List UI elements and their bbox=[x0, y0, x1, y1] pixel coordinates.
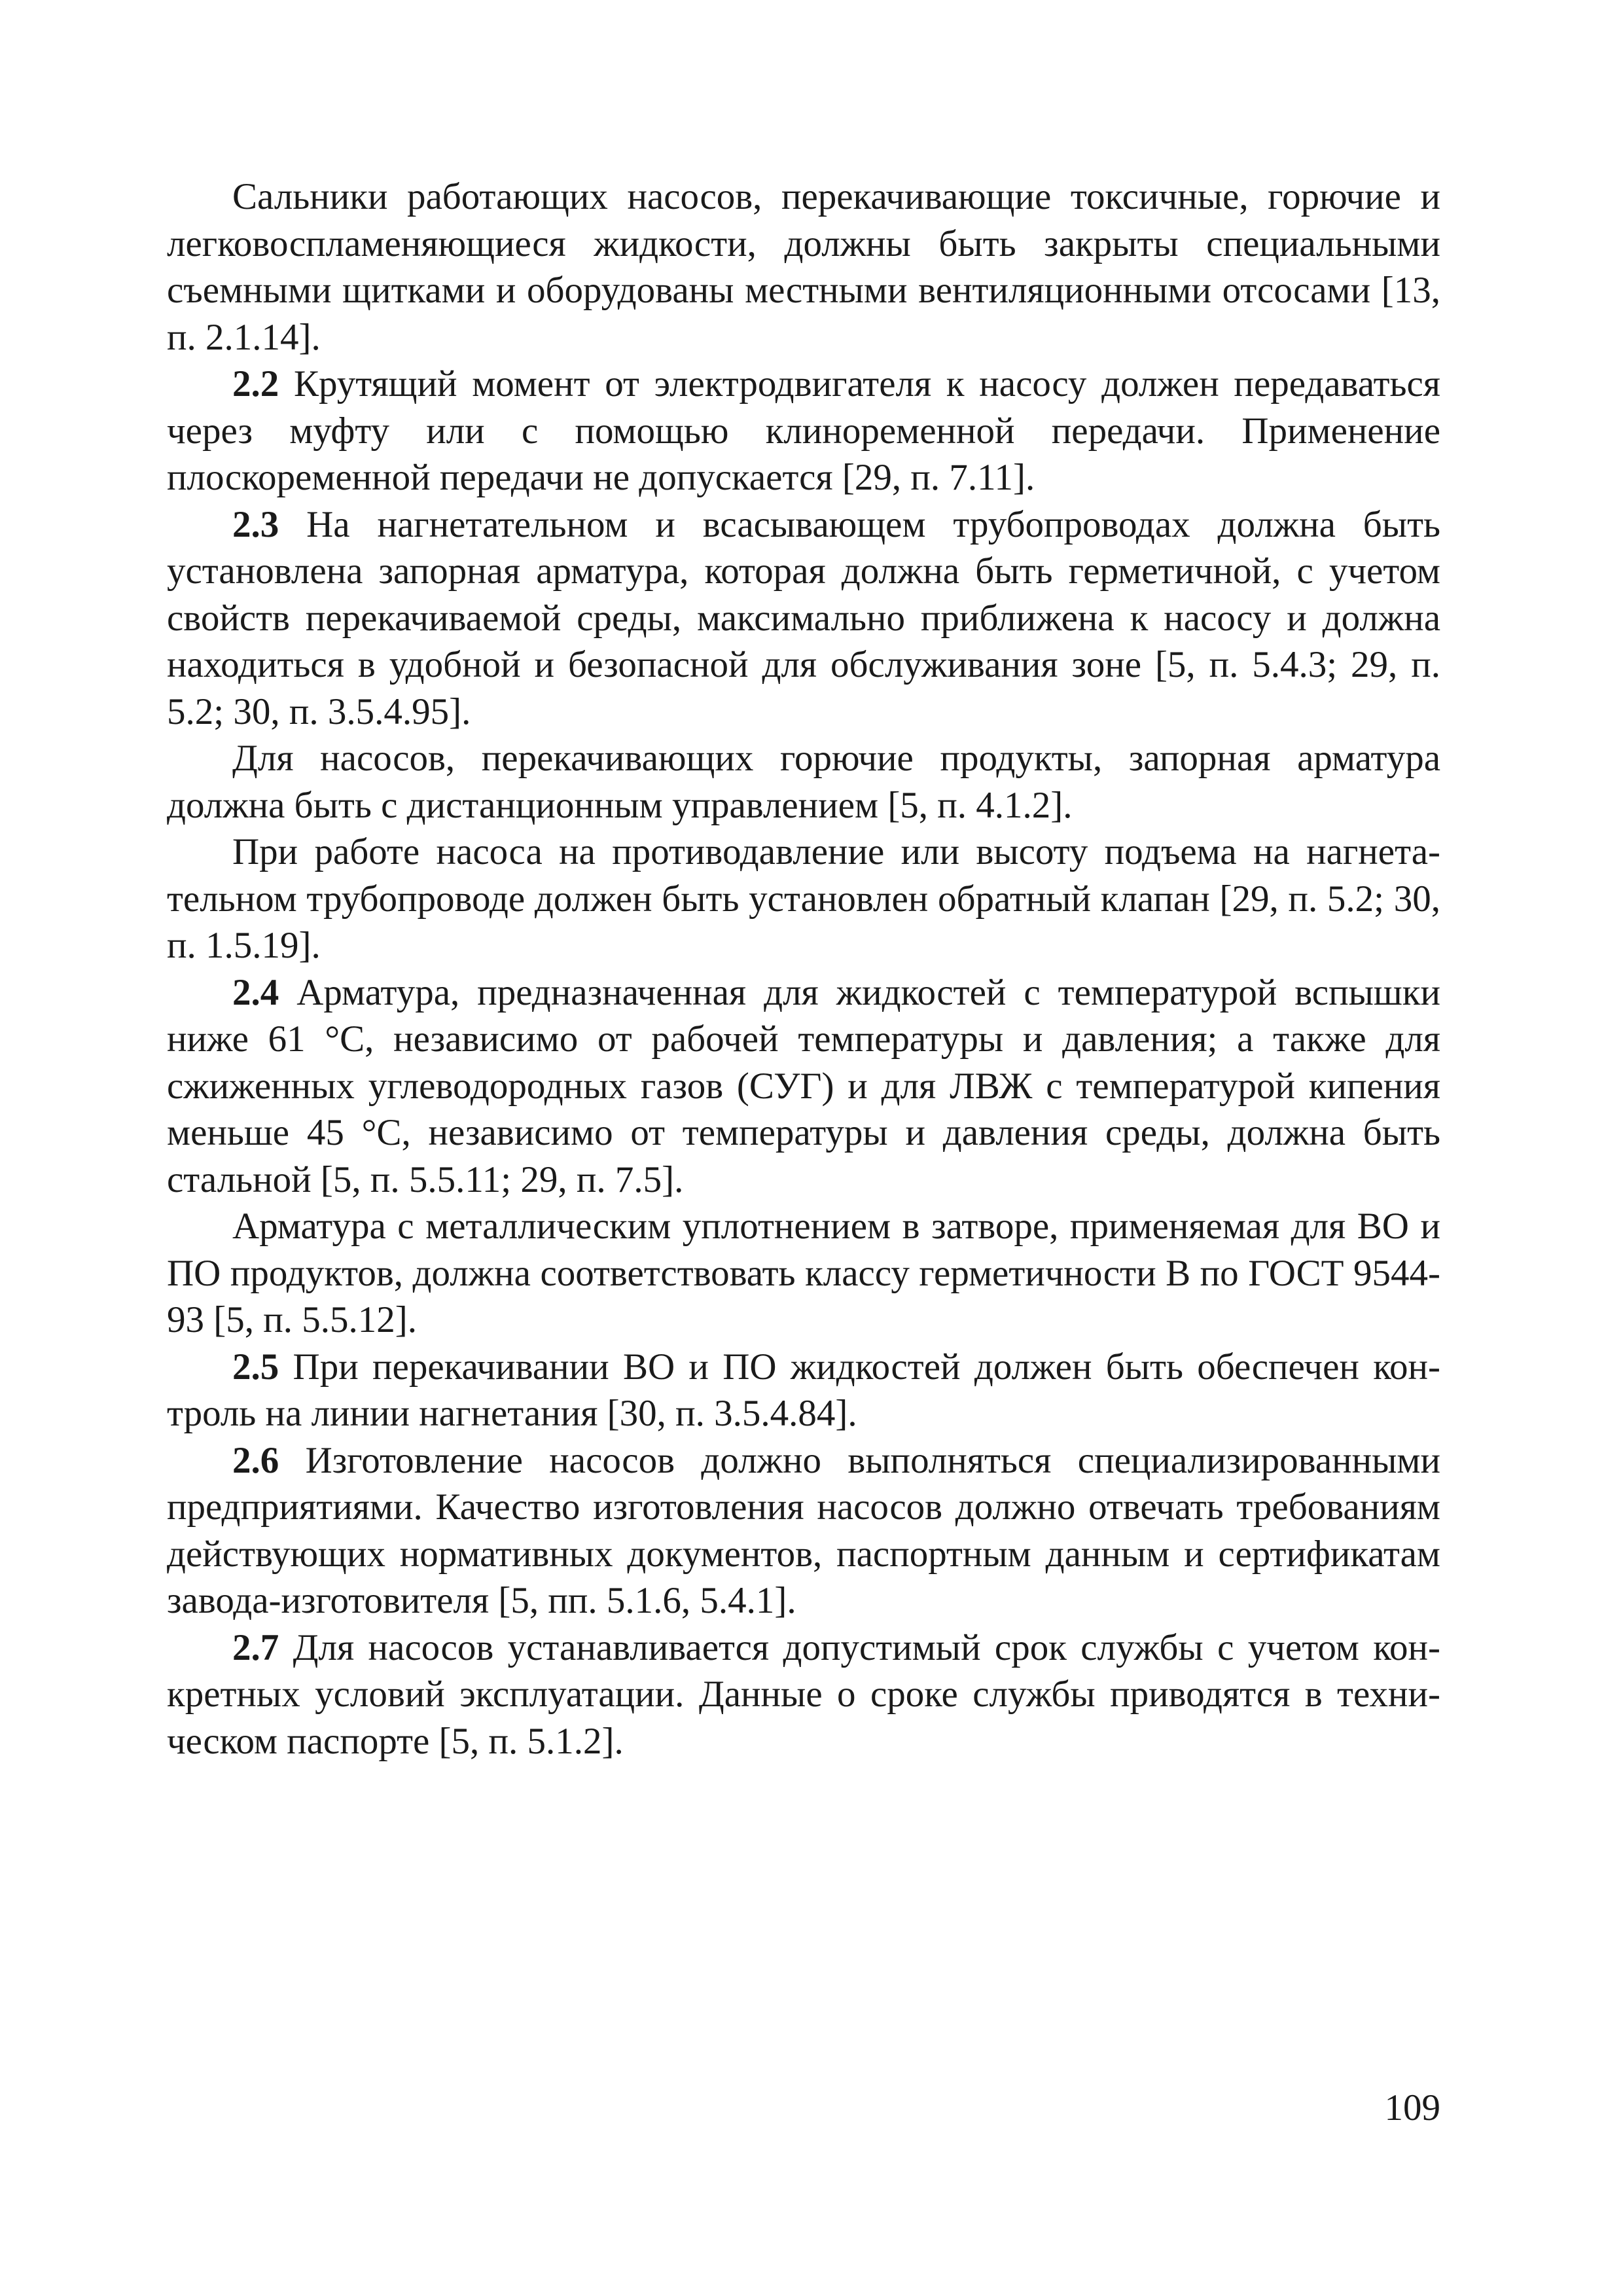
paragraph-metal-seal bbox=[167, 1203, 1440, 1344]
clause-number: 2.6 bbox=[232, 1439, 279, 1481]
paragraph-glands bbox=[167, 173, 1440, 361]
paragraph-text: Для насосов, перекачивающих горючие продукты, запорная арматура должна быть с дистанционным управлением [5, п. 4.1.2]. bbox=[167, 738, 1440, 826]
paragraph-text: При работе насоса на противодавление или высоту подъема на нагнетательном трубопроводе должен быть установлен обратный клапан [29, п. 5.2; 30, п. 1.5.19]. bbox=[167, 831, 1440, 966]
clause-number: 2.5 bbox=[232, 1346, 279, 1388]
paragraph-text: Арматура с металлическим уплотнением в затворе, применяемая для ВО и ПО продуктов, должна соответствовать классу герметичности В по ГОСТ 9544-93 [5, п. 5.5.12]. bbox=[167, 1206, 1440, 1340]
paragraph-text: Изготовление насосов должно выполняться специализированными предприятиями. Качество изготовления насосов должно отвечать требованиям действующих нормативных документов, паспортным данным и сертификатам завода-изготовителя [5, пп. 5.1.6, 5.4.1]. bbox=[167, 1439, 1440, 1621]
paragraph-2-4 bbox=[167, 969, 1440, 1204]
clause-number: 2.4 bbox=[232, 971, 279, 1013]
paragraph-check-valve bbox=[167, 829, 1440, 969]
paragraph-text: При перекачивании ВО и ПО жидкостей должен быть обеспечен контроль на линии нагнетания [30, п. 3.5.4.84]. bbox=[167, 1346, 1440, 1434]
paragraph-text: Сальники работающих насосов, перекачивающие токсичные, горючие и легковоспламеняющиеся жидкости, должны быть закрыты специальными съемными щитками и оборудованы местными вентиляционными отсосами [13, п. 2.1.14]. bbox=[167, 176, 1440, 358]
paragraph-remote-control bbox=[167, 735, 1440, 829]
paragraph-text: Для насосов устанавливается допустимый срок службы с учетом конкретных условий эксплуатации. Данные о сроке службы приводятся в техническом паспорте [5, п. 5.1.2]. bbox=[167, 1626, 1440, 1762]
paragraph-2-3 bbox=[167, 501, 1440, 736]
clause-number: 2.3 bbox=[232, 503, 279, 545]
clause-number: 2.2 bbox=[232, 363, 279, 404]
paragraph-text: Арматура, предназначенная для жидкостей с температурой вспышки ниже 61 °С, независимо от рабочей температуры и давления; а также для сжиженных углеводородных газов (СУГ) и для ЛВЖ с температурой кипения меньше 45 °С, независимо от температуры и давления среды, должна быть стальной [5, п. 5.5.11; 29, п. 7.5]. bbox=[167, 971, 1440, 1200]
paragraph-text: На нагнетательном и всасывающем трубопроводах должна быть установлена запорная арматура, которая должна быть герметичной, с учетом свойств перекачиваемой среды, максимально приближена к насосу и должна находиться в удобной и безопасной для обслуживания зоне [5, п. 5.4.3; 29, п. 5.2; 30, п. 3.5.4.95]. bbox=[167, 503, 1440, 732]
paragraph-text: Крутящий момент от электродвигателя к насосу должен передаваться через муфту или с помощью клиноременной передачи. Применение плоскоременной передачи не допускается [29, п. 7.11]. bbox=[167, 363, 1440, 498]
paragraph-2-6 bbox=[167, 1437, 1440, 1624]
paragraph-2-7 bbox=[167, 1624, 1440, 1765]
page-number: 109 bbox=[1384, 2087, 1440, 2128]
paragraph-2-5 bbox=[167, 1344, 1440, 1437]
body-text bbox=[167, 173, 1440, 1765]
clause-number: 2.7 bbox=[232, 1626, 279, 1668]
paragraph-2-2 bbox=[167, 361, 1440, 501]
